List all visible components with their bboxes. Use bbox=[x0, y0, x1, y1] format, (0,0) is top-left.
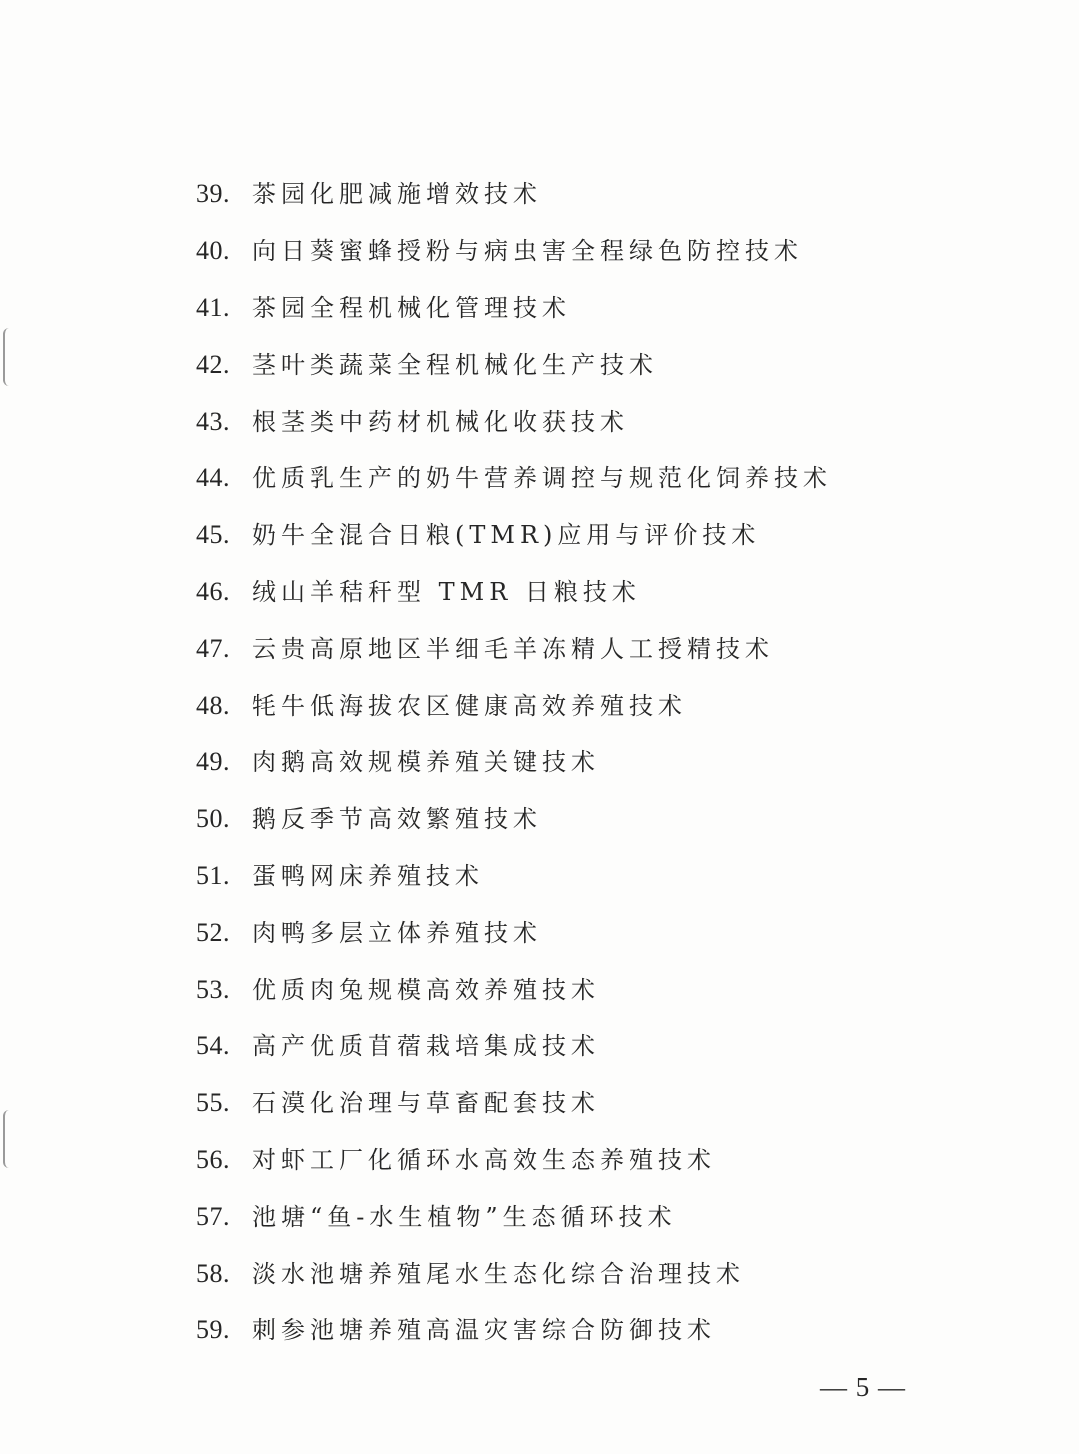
list-item bbox=[196, 1302, 832, 1359]
item-text: 茶园化肥减施增效技术 bbox=[252, 180, 542, 209]
item-number: 44. bbox=[196, 463, 230, 493]
item-text: 对虾工厂化循环水高效生态养殖技术 bbox=[252, 1145, 716, 1174]
list-item bbox=[196, 1018, 832, 1075]
item-text: 鹅反季节高效繁殖技术 bbox=[252, 805, 542, 834]
item-text: 淡水池塘养殖尾水生态化综合治理技术 bbox=[252, 1259, 745, 1288]
item-text: 池塘“鱼-水生植物”生态循环技术 bbox=[252, 1202, 677, 1231]
item-text: 肉鸭多层立体养殖技术 bbox=[252, 918, 542, 947]
item-number: 39. bbox=[196, 179, 230, 209]
list-item bbox=[196, 1245, 832, 1302]
list-item bbox=[196, 223, 832, 280]
binding-mark bbox=[3, 328, 11, 386]
item-number: 45. bbox=[196, 520, 230, 550]
item-number: 49. bbox=[196, 747, 230, 777]
item-text: 茶园全程机械化管理技术 bbox=[252, 293, 571, 322]
list-item bbox=[196, 393, 832, 450]
list-item bbox=[196, 1188, 832, 1245]
item-number: 47. bbox=[196, 633, 230, 663]
list-item bbox=[196, 848, 832, 905]
item-text: 石漠化治理与草畜配套技术 bbox=[252, 1089, 600, 1118]
technique-list bbox=[196, 166, 832, 1359]
list-item bbox=[196, 336, 832, 393]
item-text: 奶牛全混合日粮(TMR)应用与评价技术 bbox=[252, 521, 761, 550]
list-item bbox=[196, 620, 832, 677]
binding-mark bbox=[3, 1110, 11, 1168]
list-item bbox=[196, 280, 832, 337]
item-number: 52. bbox=[196, 917, 230, 947]
item-text: 茎叶类蔬菜全程机械化生产技术 bbox=[252, 350, 658, 379]
item-number: 59. bbox=[196, 1315, 230, 1345]
item-number: 42. bbox=[196, 349, 230, 379]
list-item bbox=[196, 677, 832, 734]
item-text: 肉鹅高效规模养殖关键技术 bbox=[252, 748, 600, 777]
item-text: 牦牛低海拔农区健康高效养殖技术 bbox=[252, 691, 687, 720]
item-text: 云贵高原地区半细毛羊冻精人工授精技术 bbox=[252, 634, 774, 663]
page-number: — 5 — bbox=[820, 1372, 906, 1402]
list-item bbox=[196, 166, 832, 223]
list-item bbox=[196, 904, 832, 961]
list-item bbox=[196, 961, 832, 1018]
item-number: 41. bbox=[196, 292, 230, 322]
item-number: 54. bbox=[196, 1031, 230, 1061]
list-item bbox=[196, 734, 832, 791]
list-item bbox=[196, 507, 832, 564]
list-item bbox=[196, 791, 832, 848]
item-number: 57. bbox=[196, 1201, 230, 1231]
item-text: 蛋鸭网床养殖技术 bbox=[252, 861, 484, 890]
list-item bbox=[196, 1075, 832, 1132]
item-text: 根茎类中药材机械化收获技术 bbox=[252, 407, 629, 436]
item-number: 40. bbox=[196, 236, 230, 266]
item-number: 48. bbox=[196, 690, 230, 720]
item-text: 优质乳生产的奶牛营养调控与规范化饲养技术 bbox=[252, 464, 832, 493]
list-item bbox=[196, 1132, 832, 1189]
item-text: 绒山羊秸秆型 TMR 日粮技术 bbox=[252, 577, 641, 606]
item-number: 56. bbox=[196, 1144, 230, 1174]
item-text: 刺参池塘养殖高温灾害综合防御技术 bbox=[252, 1316, 716, 1345]
list-item bbox=[196, 450, 832, 507]
item-number: 43. bbox=[196, 406, 230, 436]
item-number: 53. bbox=[196, 974, 230, 1004]
item-text: 优质肉兔规模高效养殖技术 bbox=[252, 975, 600, 1004]
item-number: 55. bbox=[196, 1088, 230, 1118]
item-text: 向日葵蜜蜂授粉与病虫害全程绿色防控技术 bbox=[252, 237, 803, 266]
item-number: 50. bbox=[196, 804, 230, 834]
list-item bbox=[196, 564, 832, 621]
item-text: 高产优质苜蓿栽培集成技术 bbox=[252, 1032, 600, 1061]
item-number: 46. bbox=[196, 576, 230, 606]
item-number: 51. bbox=[196, 860, 230, 890]
item-number: 58. bbox=[196, 1258, 230, 1288]
